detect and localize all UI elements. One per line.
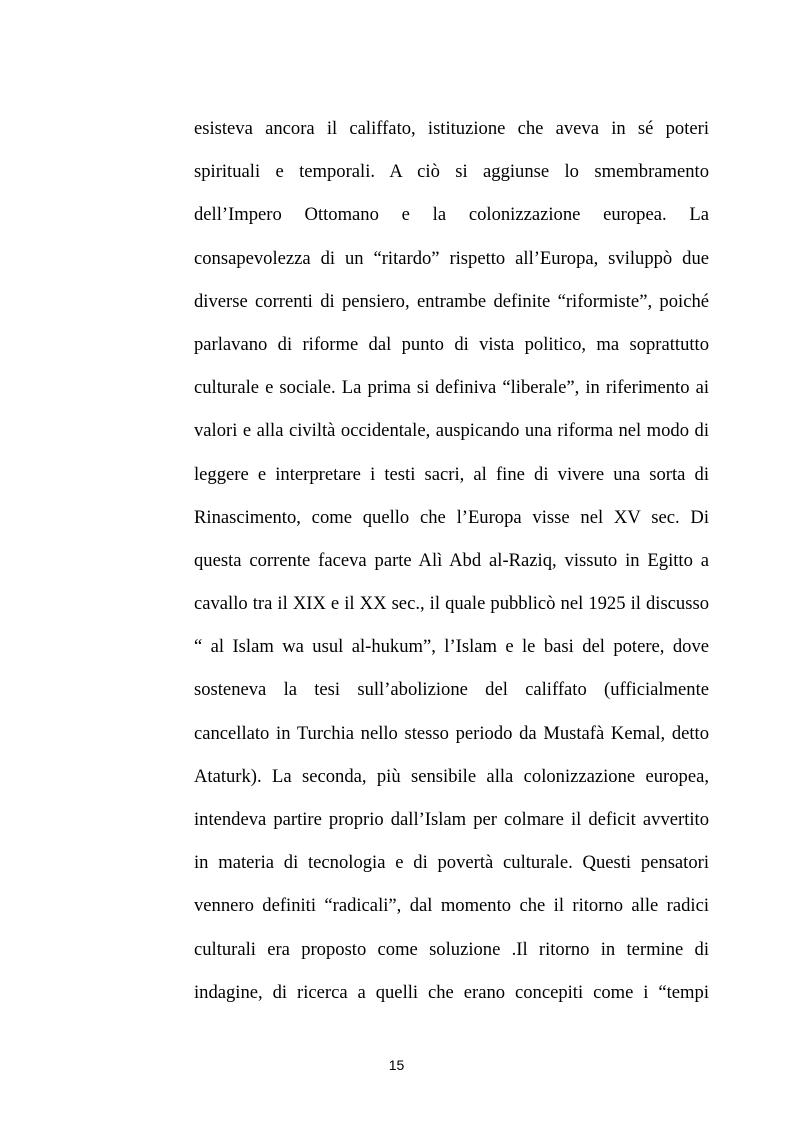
text-line: dell’Impero Ottomano e la colonizzazione europea. La — [194, 204, 709, 226]
text-line: parlavano di riforme dal punto di vista politico, ma soprattutto — [194, 333, 709, 355]
text-line: Rinascimento, come quello che l’Europa visse nel XV sec. Di — [194, 506, 709, 528]
text-line: questa corrente faceva parte Alì Abd al-Raziq, vissuto in Egitto a — [194, 549, 709, 571]
text-line: in materia di tecnologia e di povertà culturale. Questi pensatori — [194, 852, 709, 874]
text-line: Ataturk). La seconda, più sensibile alla colonizzazione europea, — [194, 765, 709, 787]
text-line: consapevolezza di un “ritardo” rispetto all’Europa, sviluppò due — [194, 247, 709, 269]
text-line: leggere e interpretare i testi sacri, al fine di vivere una sorta di — [194, 463, 709, 485]
text-line: valori e alla civiltà occidentale, auspicando una riforma nel modo di — [194, 420, 709, 442]
text-line: spirituali e temporali. A ciò si aggiunse lo smembramento — [194, 161, 709, 183]
body-text — [194, 107, 709, 1014]
text-line: sosteneva la tesi sull’abolizione del califfato (ufficialmente — [194, 679, 709, 701]
text-line: cavallo tra il XIX e il XX sec., il quale pubblicò nel 1925 il discusso — [194, 593, 709, 615]
text-line: culturale e sociale. La prima si definiva “liberale”, in riferimento ai — [194, 377, 709, 399]
text-line: diverse correnti di pensiero, entrambe definite “riformiste”, poiché — [194, 290, 709, 312]
text-line: vennero definiti “radicali”, dal momento che il ritorno alle radici — [194, 895, 709, 917]
text-line: esisteva ancora il califfato, istituzione che aveva in sé poteri — [194, 118, 709, 139]
text-line: intendeva partire proprio dall’Islam per colmare il deficit avvertito — [194, 809, 709, 830]
text-line: culturali era proposto come soluzione .Il ritorno in termine di — [194, 938, 709, 960]
text-line: indagine, di ricerca a quelli che erano concepiti come i “tempi — [194, 981, 709, 1003]
text-line: cancellato in Turchia nello stesso periodo da Mustafà Kemal, detto — [194, 722, 709, 744]
page-number: 15 — [388, 1057, 405, 1073]
text-line: “ al Islam wa usul al-hukum”, l’Islam e le basi del potere, dove — [194, 636, 709, 658]
